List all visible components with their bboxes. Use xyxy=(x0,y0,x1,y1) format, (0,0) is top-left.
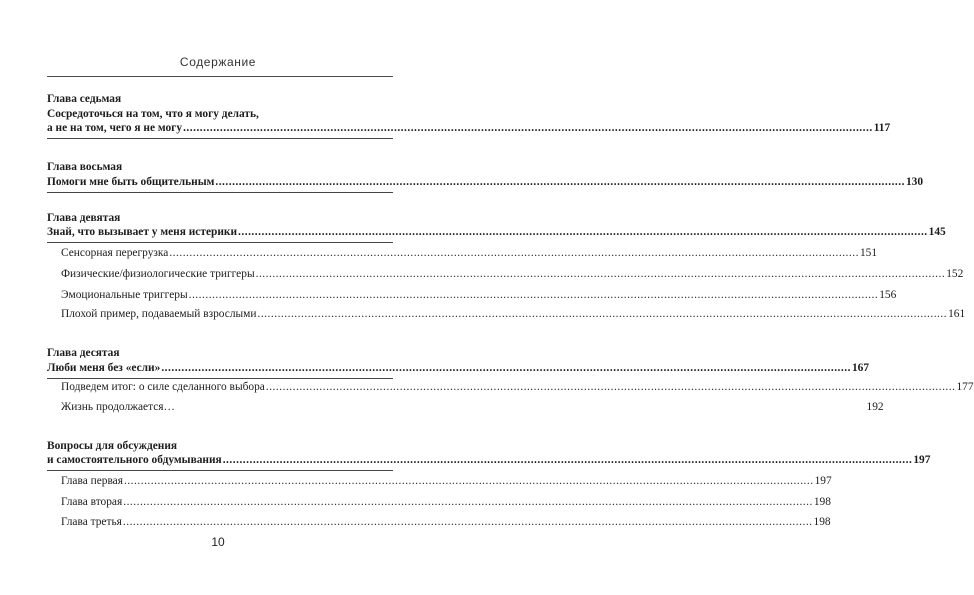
dot-leader: .............................................................................................................................................................................................................. xyxy=(169,247,859,259)
dot-leader: .............................................................................................................................................................................................................. xyxy=(222,454,913,466)
section-title: Глава третья xyxy=(61,516,122,528)
section-entry[interactable] xyxy=(61,307,966,321)
section-entry[interactable] xyxy=(61,495,831,509)
section-entry[interactable] xyxy=(61,515,831,529)
section-page: 152 xyxy=(946,268,964,280)
chapter-10-entry[interactable] xyxy=(47,361,870,379)
chapter-7-entry[interactable] xyxy=(47,121,891,139)
section-page: 198 xyxy=(813,496,831,508)
section-entry[interactable] xyxy=(61,380,974,394)
section-title: Сенсорная перегрузка xyxy=(61,247,169,259)
questions-title-line2: и самостоятельного обдумывания xyxy=(47,454,222,466)
header-rule xyxy=(47,76,393,77)
chapter-8-entry[interactable] xyxy=(47,175,924,193)
section-page: 151 xyxy=(859,247,878,259)
section-entry[interactable] xyxy=(61,246,878,260)
dot-leader: .............................................................................................................................................................................................................. xyxy=(255,268,946,280)
running-head: Содержание xyxy=(179,55,257,69)
chapter-10-label: Глава десятая xyxy=(47,347,120,359)
chapter-7-title-line1: Сосредоточься на том, что я могу делать, xyxy=(47,108,259,120)
chapter-9-title: Знай, что вызывает у меня истерики xyxy=(47,226,238,238)
section-title: Жизнь продолжается… xyxy=(61,401,175,413)
dot-leader: .............................................................................................................................................................................................................. xyxy=(183,122,873,134)
chapter-9-entry[interactable] xyxy=(47,225,946,243)
chapter-10-title: Люби меня без «если» xyxy=(47,362,161,374)
section-title: Глава первая xyxy=(61,475,123,487)
chapter-7-label: Глава седьмая xyxy=(47,93,122,105)
chapter-7-title-line2: а не на том, чего я не могу xyxy=(47,122,183,134)
section-page: 177 xyxy=(956,381,974,393)
chapter-8-page: 130 xyxy=(905,176,924,188)
questions-entry[interactable] xyxy=(47,453,931,471)
section-entry[interactable] xyxy=(61,474,832,488)
questions-page: 197 xyxy=(913,454,931,466)
dot-leader: .............................................................................................................................................................................................................. xyxy=(265,381,956,393)
chapter-7-page: 117 xyxy=(873,122,891,134)
dot-leader: .............................................................................................................................................................................................................. xyxy=(257,308,948,320)
section-page: 156 xyxy=(879,289,897,301)
dot-leader: .............................................................................................................................................................................................................. xyxy=(122,516,813,528)
dot-leader: .............................................................................................................................................................................................................. xyxy=(123,496,813,508)
section-page: 161 xyxy=(948,308,966,320)
questions-title-line1: Вопросы для обсуждения xyxy=(47,440,178,452)
dot-leader: .............................................................................................................................................................................................................. xyxy=(123,475,814,487)
dot-leader: .............................................................................................................................................................................................................. xyxy=(215,176,905,188)
section-entry[interactable] xyxy=(61,400,884,414)
chapter-9-label: Глава девятая xyxy=(47,212,121,224)
section-title: Глава вторая xyxy=(61,496,123,508)
chapter-8-label: Глава восьмая xyxy=(47,161,123,173)
page-number: 10 xyxy=(211,535,225,549)
chapter-9-page: 145 xyxy=(928,226,946,238)
section-page: 192 xyxy=(866,401,884,413)
section-entry[interactable] xyxy=(61,267,964,281)
section-title: Физические/физиологические триггеры xyxy=(61,268,255,280)
chapter-8-title: Помоги мне быть общительным xyxy=(47,176,215,188)
dot-leader: .............................................................................................................................................................................................................. xyxy=(161,362,851,374)
chapter-10-page: 167 xyxy=(851,362,870,374)
dot-leader: .............................................................................................................................................................................................................. xyxy=(238,226,928,238)
section-page: 197 xyxy=(814,475,832,487)
section-entry[interactable] xyxy=(61,288,897,302)
section-title: Подведем итог: о силе сделанного выбора xyxy=(61,381,265,393)
section-title: Эмоциональные триггеры xyxy=(61,289,188,301)
dot-leader: .............................................................................................................................................................................................................. xyxy=(188,289,879,301)
section-page: 198 xyxy=(813,516,831,528)
section-title: Плохой пример, подаваемый взрослыми xyxy=(61,308,257,320)
